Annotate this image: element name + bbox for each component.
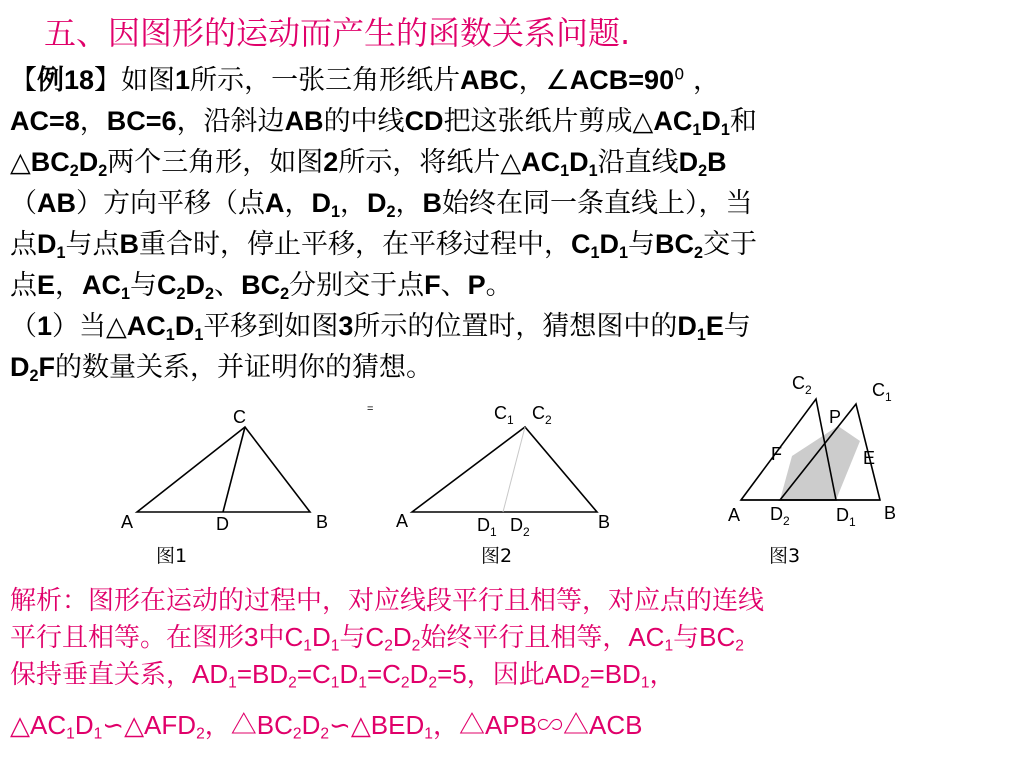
median-cd [223,427,245,512]
label: C [50,147,70,177]
label: CD [404,106,444,136]
label: B [655,229,675,259]
text: ， [340,188,368,219]
text: ， [55,270,83,301]
label: A [653,106,673,136]
text: 始终在同一条直线上），当 [442,188,753,219]
degree: 0 [674,64,685,84]
label: C [260,270,281,300]
label: B [422,188,443,218]
text: ， [79,106,107,137]
subscript: 2 [29,366,39,385]
text: 与 [723,311,751,342]
label: C [540,147,561,177]
label: C [674,229,695,259]
subscript: 1 [588,161,598,180]
figure-ref: 3 [338,311,354,341]
label: D [37,229,57,259]
label: D [78,147,99,177]
label: C [157,270,177,300]
fig2-label-b: B [598,512,611,532]
fig3-label-c1: $C_1$ [872,380,892,404]
text: 和 [729,106,757,137]
analysis-text [10,582,1020,744]
subscript: 2 [280,284,290,303]
fig2-caption: 图2 [481,545,513,567]
text: 、 [440,270,468,301]
subscript: 1 [560,161,570,180]
fig1-label-a: A [121,512,134,532]
fig3-label-a: A [728,505,741,525]
fig2-label-c2: $C_2$ [532,403,552,427]
figure-3 [741,399,880,500]
subscript: 1 [590,243,600,262]
fig1-label-b: B [316,512,329,532]
label: AB [37,188,76,218]
question-number: 1 [37,311,53,341]
fig3-label-d1: $D_1$ [836,505,856,529]
label: D [311,188,331,218]
text: 如图 [121,65,176,96]
text: 点 [10,229,37,260]
analysis-line-1: 解析：图形在运动的过程中，对应线段平行且相等，对应点的连线 [10,585,765,615]
fig2-label-d1: $D_1$ [477,515,497,539]
subscript: 1 [696,325,706,344]
subscript: 1 [56,243,66,262]
label: D [599,229,620,259]
text: 。 [485,270,513,301]
subscript: 2 [69,161,79,180]
label: A [126,311,147,341]
text: 与 [130,270,158,301]
analysis-line-3: 保持垂直关系，$AD_1=BD_2=C_1D_1=C_2D_2=5$，因此$AD_2=BD_1$， [10,659,676,692]
text: （ [10,188,37,219]
label: D [185,270,206,300]
label: D [367,188,387,218]
triangle-abc [412,427,597,512]
subscript: 2 [205,284,215,303]
subscript: 2 [98,161,108,180]
fig3-label-c2: $C_2$ [792,373,812,397]
label: B [119,229,140,259]
text: 两个三角形，如图 [107,147,324,178]
subscript: 1 [619,243,629,262]
label: BC=6 [106,106,177,136]
bracket: 【 [10,65,37,96]
text: ， [395,188,423,219]
text: 所示，一张三角形纸片 [190,65,461,96]
label: F [38,352,56,382]
text: 的数量关系，并证明你的猜想。 [55,352,434,383]
subscript: 1 [692,120,702,139]
fig3-label-f: F [771,444,782,464]
shaded-overlap [780,426,860,500]
bracket: 】 [94,65,122,96]
text: 与 [628,229,656,260]
text: 交于 [703,229,758,260]
label: D [569,147,589,177]
fig3-label-e: E [863,448,876,468]
label: F [424,270,441,300]
label: B [241,270,261,300]
text: 、 [214,270,242,301]
text: ，沿斜边 [176,106,285,137]
text: 所示的位置时，猜想图中的 [353,311,678,342]
subscript: 2 [698,161,708,180]
subscript: 2 [694,243,704,262]
text: ）方向平移（点 [76,188,265,219]
cut-line [503,427,525,512]
page-title: 五、因图形的运动而产生的函数关系问题. [44,14,631,52]
fig1-label-c: C [233,407,246,427]
text: 重合时，停止平移，在平移过程中， [139,229,572,260]
example-number: 例18 [37,65,95,95]
subscript: 1 [121,284,131,303]
text: ， [284,188,312,219]
subscript: 1 [194,325,204,344]
fig2-label-d2: $D_2$ [510,515,530,539]
label: D [174,311,195,341]
fig1-label-d: D [216,514,229,534]
fig3-label-p: P [829,407,842,427]
subscript: 2 [176,284,186,303]
problem-line-3: $\triangle BC_2D_2$两个三角形，如图2所示，将纸片$\triangle AC_1D_1$沿直线$D_2B$ [10,147,727,180]
label: C [101,270,122,300]
label: P [467,270,486,300]
label: B [30,147,51,177]
figure-2 [412,427,597,512]
label: ACB=90 [569,65,675,95]
label: AC=8 [10,106,80,136]
label: A [82,270,102,300]
text: 与点 [65,229,120,260]
label: D [701,106,721,136]
fig3-caption: 图3 [769,545,801,567]
subscript: 2 [386,202,396,221]
label: D [678,147,699,177]
fig3-label-b: B [884,503,897,523]
fig1-caption: 图1 [156,545,188,567]
subscript: 1 [720,120,730,139]
text: ）当△ [52,311,127,342]
fig3-label-d2: $D_2$ [770,504,790,528]
text: ， [684,65,720,96]
text: 分别交于点 [289,270,425,301]
figure-ref: 2 [323,147,339,177]
text: 点 [10,270,37,301]
label: E [37,270,56,300]
text: 的中线 [323,106,405,137]
label: A [265,188,285,218]
fig2-label-a: A [396,511,409,531]
label: B [707,147,727,177]
subscript: 1 [331,202,341,221]
label: ABC [460,65,519,95]
text: 沿直线 [597,147,679,178]
fig2-label-c1: $C_1$ [494,403,514,427]
figure-1 [137,427,310,512]
label: D [677,311,697,341]
label: D [10,352,30,382]
subscript: 1 [165,325,175,344]
text: （ [10,311,37,342]
label: C [146,311,166,341]
text: ，∠ [518,65,570,96]
fig2-mark: = [367,403,374,415]
text: 所示，将纸片△ [338,147,522,178]
triangle-abc [137,427,310,512]
label: C [571,229,591,259]
figure-ref: 1 [175,65,191,95]
label: A [521,147,541,177]
text: 把这张纸片剪成△ [443,106,654,137]
analysis-line-2: 平行且相等。在图形3中$C_1D_1$与$C_2D_2$始终平行且相等，$AC_1$与$BC_2$ [10,622,744,655]
label: E [705,311,724,341]
text: 平移到如图 [203,311,339,342]
label: AB [284,106,324,136]
analysis-line-4: $\triangle AC_1D_1∽\triangle AFD_2$，$\triangle BC_2D_2∽\triangle BED_1$，△APB∽△ACB [10,710,643,743]
label: C [672,106,693,136]
